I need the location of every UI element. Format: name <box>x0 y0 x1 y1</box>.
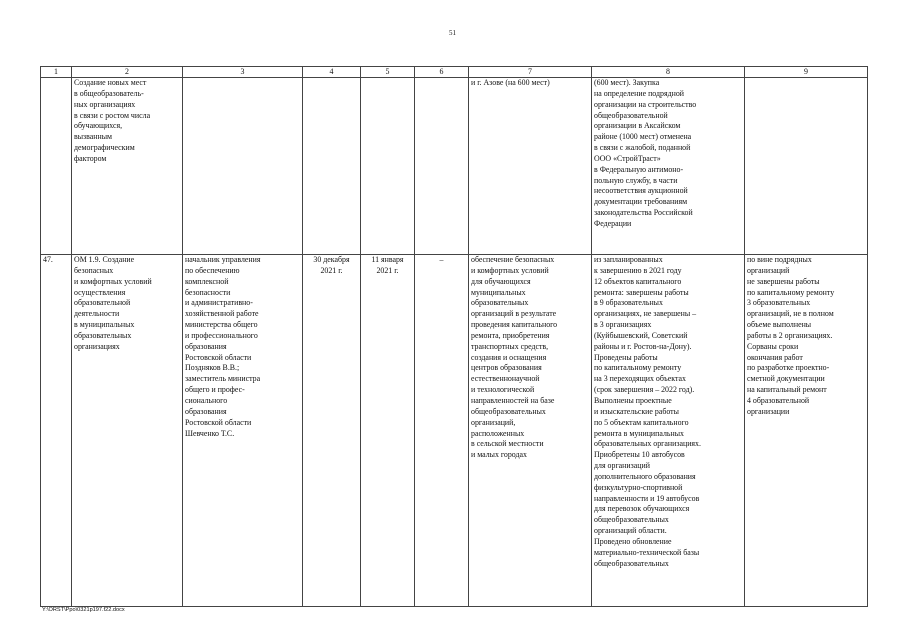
column-header: 2 <box>72 67 183 78</box>
column-header: 5 <box>361 67 415 78</box>
column-header: 7 <box>469 67 592 78</box>
reasons-cell: по вине подрядных организаций не завершены работы по капитальному ремонту 3 образовательных организаций, не в полном объеме выполнены работы в 2 организациях. Сорваны сроки окончания работ по разработке проектно- сметной документации на капитальный ремонт 4 образовательной организации <box>745 255 868 607</box>
column-header: 1 <box>41 67 72 78</box>
responsible-cell: начальник управления по обеспечению комплексной безопасности и административно- хозяйственной работе министерства общего и профессионального образования Ростовской области Поздняков В.В.; заместитель министра общего и профес- сионального образования Ростовской области Шевченко Т.С. <box>183 255 303 607</box>
responsible-cell <box>183 78 303 255</box>
column-header: 9 <box>745 67 868 78</box>
measure-cell: Создание новых мест в общеобразователь- ных организациях в связи с ростом числа обучающихся, вызванным демографическим фактором <box>72 78 183 255</box>
column-6-cell: – <box>415 255 469 607</box>
actual-date-cell: 11 января 2021 г. <box>361 255 415 607</box>
table-row <box>41 78 868 255</box>
column-header: 3 <box>183 67 303 78</box>
table-row <box>41 255 868 607</box>
column-header: 6 <box>415 67 469 78</box>
row-number-cell: 47. <box>41 255 72 607</box>
expected-result-cell: и г. Азове (на 600 мест) <box>469 78 592 255</box>
reasons-cell <box>745 78 868 255</box>
column-6-cell <box>415 78 469 255</box>
column-header: 4 <box>303 67 361 78</box>
file-path-footer: Y:\ORST\Ppo\0321p197.f22.docx <box>42 607 125 613</box>
column-header: 8 <box>592 67 745 78</box>
planned-date-cell <box>303 78 361 255</box>
planned-date-cell: 30 декабря 2021 г. <box>303 255 361 607</box>
actual-result-cell: (600 мест). Закупка на определение подрядной организации на строительство общеобразовательной организации в Аксайском районе (1000 мест) отменена в связи с жалобой, поданной ООО «СтройТраст» в Федеральную антимоно- польную службу, в части несоответствия аукционной документации требованиям законодательства Российской Федерации <box>592 78 745 255</box>
report-table <box>40 66 868 607</box>
measure-cell: ОМ 1.9. Создание безопасных и комфортных условий осуществления образовательной деятельности в муниципальных образовательных организациях <box>72 255 183 607</box>
page-number: 51 <box>449 29 456 37</box>
actual-result-cell: из запланированных к завершению в 2021 году 12 объектов капитального ремонта: завершены работы в 9 образовательных организациях, не завершены – в 3 организациях (Куйбышевский, Советский районы и г. Ростов-на-Дону). Проведены работы по капитальному ремонту на 3 переходящих объектах (срок завершения – 2022 год). Выполнены проектные и изыскательские работы по 5 объектам капитального ремонта в муниципальных образовательных организациях. Приобретены 10 автобусов для организаций дополнительного образования физкультурно-спортивной направленности и 19 автобусов для перевозок обучающихся общеобразовательных организаций области. Проведено обновление материально-технической базы общеобразовательных <box>592 255 745 607</box>
actual-date-cell <box>361 78 415 255</box>
expected-result-cell: обеспечение безопасных и комфортных условий для обучающихся муниципальных образовательных организаций в результате проведения капитального ремонта, приобретения транспортных средств, создания и оснащения центров образования естественнонаучной и технологической направленностей на базе общеобразовательных организаций, расположенных в сельской местности и малых городах <box>469 255 592 607</box>
row-number-cell <box>41 78 72 255</box>
column-number-row <box>41 67 868 78</box>
